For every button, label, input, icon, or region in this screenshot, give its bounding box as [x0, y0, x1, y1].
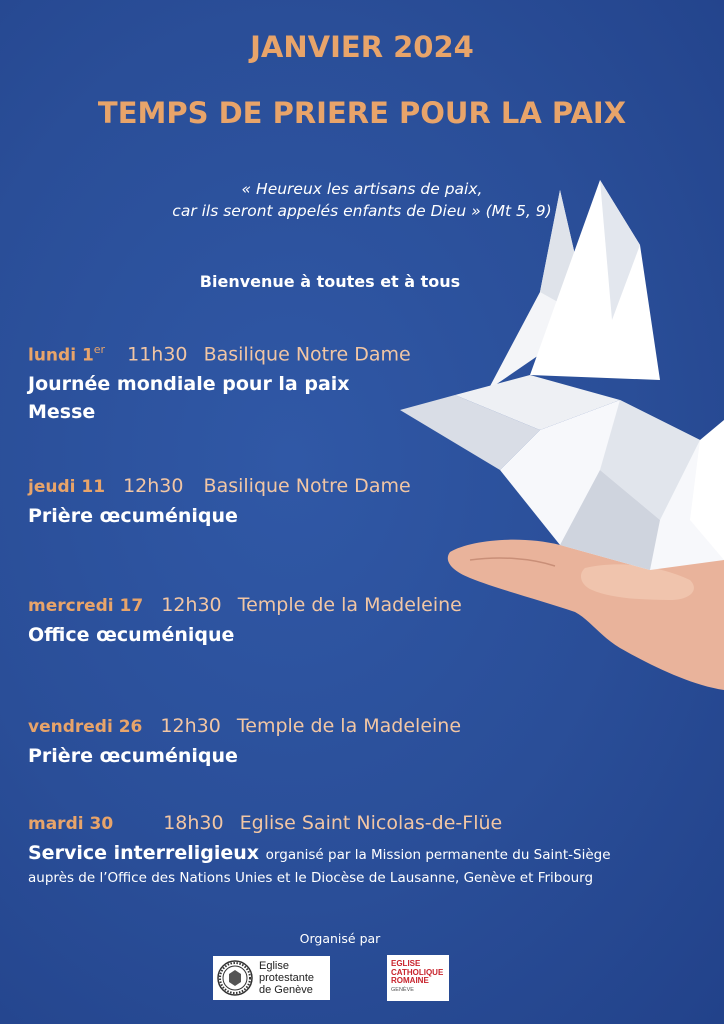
event-title: Office œcuménique [28, 624, 235, 646]
event-subtitle: Messe [28, 401, 96, 424]
event-item [28, 475, 411, 527]
event-title: Prière œcuménique [28, 505, 238, 527]
logo1-line3: de Genève [259, 984, 313, 996]
event-time: 18h30 [163, 812, 224, 834]
event-day: jeudi 11 [28, 477, 106, 497]
event-time: 11h30 [127, 343, 188, 366]
event-note-continued: auprès de l’Office des Nations Unies et le Diocèse de Lausanne, Genève et Fribourg [28, 870, 594, 886]
event-day-sup: er [93, 343, 106, 356]
logo1-line2: protestante [259, 972, 315, 984]
event-place: Temple de la Madeleine [236, 715, 462, 737]
event-item [28, 343, 411, 423]
event-day: mercredi 17 [28, 596, 144, 616]
event-item [28, 594, 462, 646]
logo-eglise-catholique [387, 955, 449, 1001]
event-title: Service interreligieux [28, 842, 260, 864]
logo2-line3: ROMAINE [391, 976, 429, 985]
logo2-line2: CATHOLIQUE [391, 967, 444, 977]
quote-line-2: car ils seront appelés enfants de Dieu » (Mt 5, 9) [172, 202, 552, 220]
page-title: TEMPS DE PRIERE POUR LA PAIX [97, 96, 627, 130]
event-item [28, 812, 611, 886]
seal-icon [217, 960, 253, 996]
event-time: 12h30 [160, 715, 221, 737]
logo2-line4: GENÈVE [391, 986, 414, 993]
event-place: Basilique Notre Dame [203, 343, 411, 366]
event-time: 12h30 [123, 475, 184, 497]
event-place: Basilique Notre Dame [203, 475, 411, 497]
quote-line-1: « Heureux les artisans de paix, [241, 180, 483, 198]
logo-eglise-protestante [213, 956, 330, 1000]
welcome-text: Bienvenue à toutes et à tous [199, 272, 461, 291]
event-place: Temple de la Madeleine [237, 594, 462, 616]
logo2-line1: EGLISE [391, 959, 421, 968]
event-title: Prière œcuménique [28, 745, 238, 767]
organised-by-label: Organisé par [299, 931, 381, 946]
event-item [28, 715, 461, 767]
event-title: Journée mondiale pour la paix [28, 373, 350, 396]
month-title: JANVIER 2024 [250, 30, 474, 64]
event-time: 12h30 [161, 594, 222, 616]
event-day: mardi 30 [28, 814, 114, 834]
event-day: vendredi 26 [28, 717, 143, 737]
event-day: lundi 1 [28, 345, 94, 366]
event-title-row [28, 842, 611, 864]
logo1-line1: Eglise [259, 960, 289, 972]
bible-quote [0, 178, 724, 222]
event-note: organisé par la Mission permanente du Saint-Siège [265, 847, 611, 863]
event-place: Eglise Saint Nicolas-de-Flüe [239, 812, 503, 834]
